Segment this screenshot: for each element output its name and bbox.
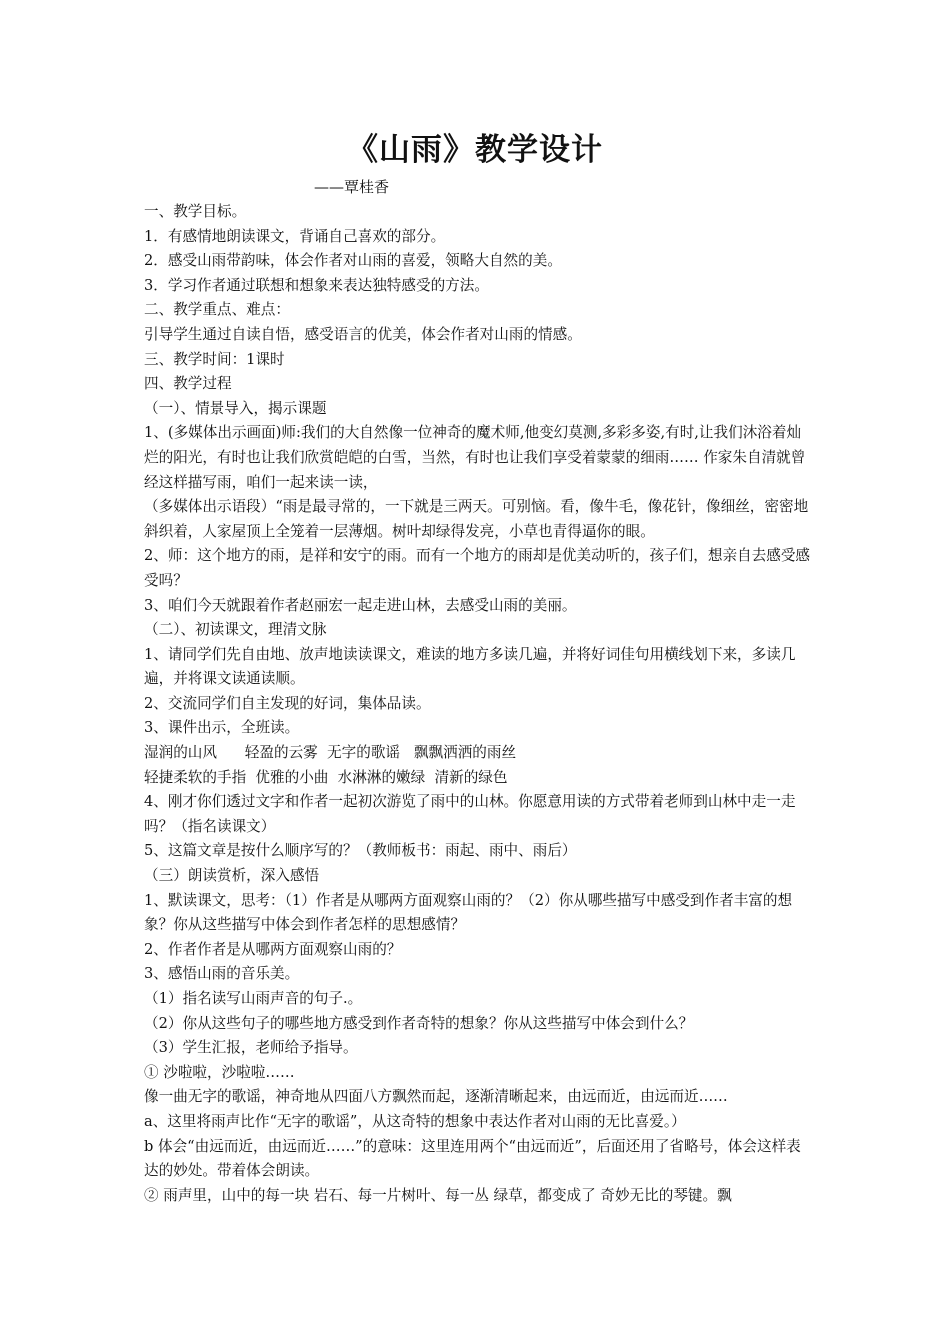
goal-item: 3．学习作者通过联想和想象来表达独特感受的方法。 <box>144 276 489 294</box>
document-body <box>144 200 814 1208</box>
section-heading-focus: 二、教学重点、难点： <box>144 301 290 319</box>
paragraph: （多媒体出示语段）“雨是最寻常的，一下就是三两天。可别恼。看，像牛毛，像花针，像细丝，密密地斜织着，人家屋顶上全笼着一层薄烟。树叶却绿得发亮，小草也青得逼你的眼。 <box>144 498 809 540</box>
paragraph: ② 雨声里，山中的每一块 岩石、每一片树叶、每一丛 绿草，都变成了 奇妙无比的琴键。飘 <box>144 1186 732 1204</box>
paragraph: 像一曲无字的歌谣，神奇地从四面八方飘然而起，逐渐清晰起来，由远而近，由远而近…… <box>144 1088 728 1106</box>
paragraph: 3、咱们今天就跟着作者赵丽宏一起走进山林，去感受山雨的美丽。 <box>144 596 577 614</box>
paragraph: ① 沙啦啦，沙啦啦…… <box>144 1063 295 1081</box>
goal-item: 2．感受山雨带韵味，体会作者对山雨的喜爱，领略大自然的美。 <box>144 252 562 270</box>
paragraph: 3、课件出示，全班读。 <box>144 719 300 737</box>
word-list-line: 轻捷柔软的手指 优雅的小曲 水淋淋的嫩绿 清新的绿色 <box>144 768 508 786</box>
section-heading-process: 四、教学过程 <box>144 375 232 393</box>
subsection-heading: （三）朗读赏析，深入感悟 <box>144 867 320 885</box>
paragraph: b 体会“由远而近，由远而近……”的意味：这里连用两个“由远而近”，后面还用了省略号，体会这样表达的妙处。带着体会朗读。 <box>144 1137 801 1180</box>
subsection-heading: （二）、初读课文，理清文脉 <box>144 621 327 639</box>
paragraph: 3、感悟山雨的音乐美。 <box>144 965 300 983</box>
paragraph: 4、刚才你们透过文字和作者一起初次游览了雨中的山林。你愿意用读的方式带着老师到山林中走一走吗？（指名读课文） <box>144 793 796 835</box>
paragraph: （1）指名读写山雨声音的句子.。 <box>144 990 363 1007</box>
word-list-line: 湿润的山风 轻盈的云雾 无字的歌谣 飘飘洒洒的雨丝 <box>144 744 517 762</box>
paragraph: 5、这篇文章是按什么顺序写的？（教师板书：雨起、雨中、雨后） <box>144 842 577 860</box>
paragraph: a、这里将雨声比作“无字的歌谣”，从这奇特的想象中表达作者对山雨的无比喜爱。） <box>144 1112 686 1130</box>
paragraph: 引导学生通过自读自悟，感受语言的优美，体会作者对山雨的情感。 <box>144 325 582 343</box>
paragraph: 1、请同学们先自由地、放声地读读课文，难读的地方多读几遍，并将好词佳句用横线划下来，多读几遍，并将课文读通读顺。 <box>144 645 796 688</box>
paragraph: （2）你从这些句子的哪些地方感受到作者奇特的想象？你从这些描写中体会到什么？ <box>144 1014 694 1032</box>
section-heading-goals: 一、教学目标。 <box>144 203 247 220</box>
document-title: 《山雨》教学设计 <box>347 132 603 168</box>
paragraph: 2、交流同学们自主发现的好词，集体品读。 <box>144 694 431 712</box>
paragraph: 1、(多媒体出示画面)师:我们的大自然像一位神奇的魔术师,他变幻莫测,多彩多姿,有时,让我们沐浴着灿烂的阳光，有时也让我们欣赏皑皑的白雪，当然，有时也让我们享受着蒙蒙的细雨…… 作家朱自清就曾经这样描写雨，咱们一起来读一读， <box>144 424 806 491</box>
paragraph: （3）学生汇报，老师给予指导。 <box>144 1039 358 1057</box>
section-heading-time: 三、教学时间：1课时 <box>144 350 285 368</box>
subsection-heading: （一）、情景导入，揭示课题 <box>144 399 327 417</box>
paragraph: 2、作者作者是从哪两方面观察山雨的？ <box>144 940 402 958</box>
paragraph: 2、师：这个地方的雨，是祥和安宁的雨。而有一个地方的雨却是优美动听的，孩子们，想亲自去感受感受吗？ <box>144 547 811 589</box>
paragraph: 1、默读课文，思考：（1）作者是从哪两方面观察山雨的？（2）你从哪些描写中感受到作者丰富的想象？你从这些描写中体会到作者怎样的思想感情？ <box>144 891 793 934</box>
document-author: ——覃桂香 <box>314 178 390 196</box>
goal-item: 1．有感情地朗读课文，背诵自己喜欢的部分。 <box>144 227 446 245</box>
